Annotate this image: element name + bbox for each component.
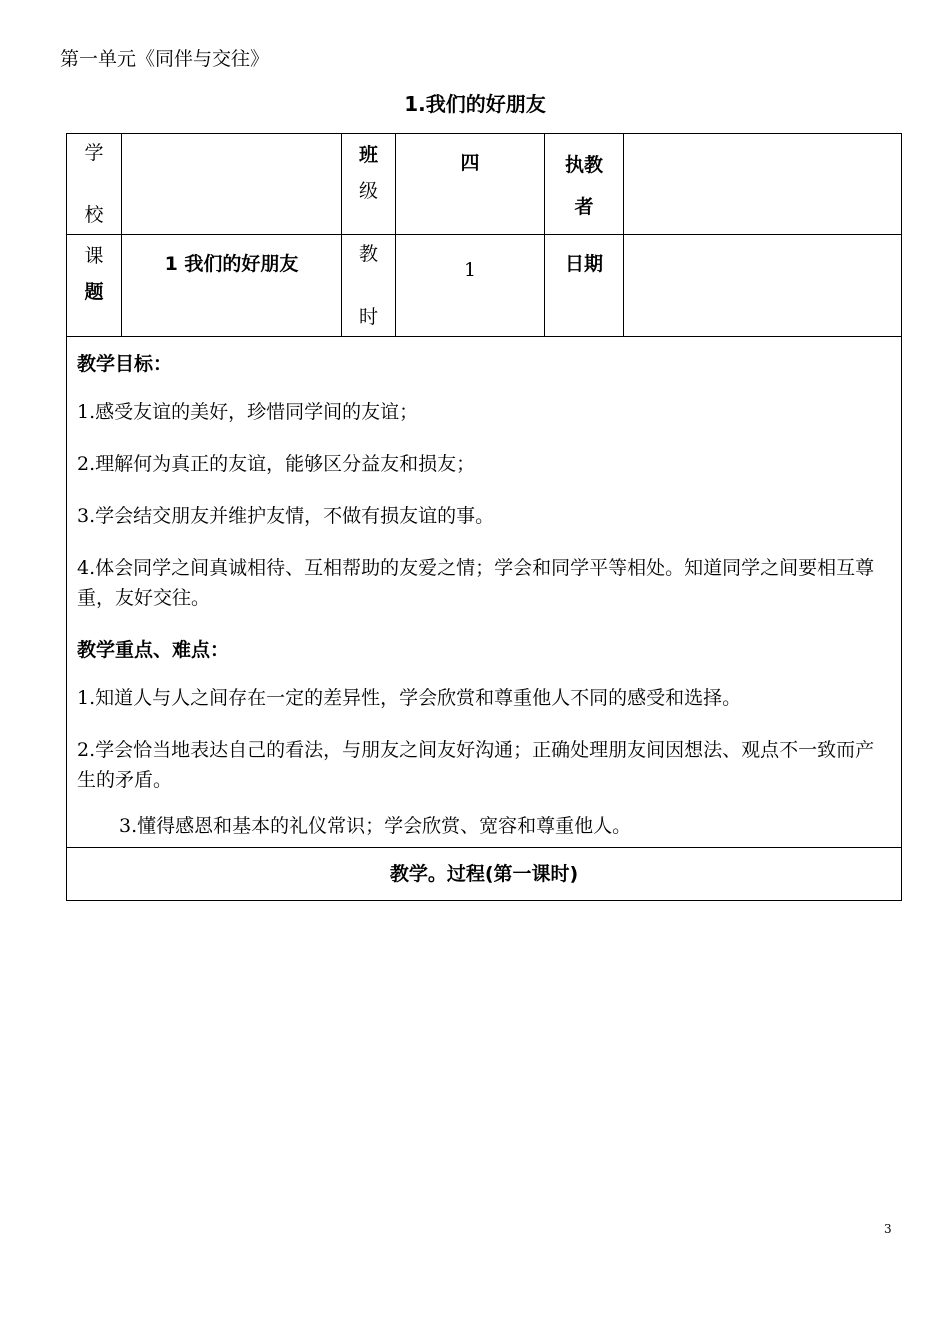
date-label-cell bbox=[545, 235, 624, 337]
key-point-item: 3.懂得感恩和基本的礼仪常识；学会欣赏、宽容和尊重他人。 bbox=[119, 815, 632, 837]
period-label-cell bbox=[342, 235, 396, 337]
class-value-cell[interactable] bbox=[396, 134, 545, 235]
school-label-cell bbox=[67, 134, 122, 235]
objective-item: 4.体会同学之间真诚相待、互相帮助的友爱之情；学会和同学平等相处。知道同学之间要相互尊重，友好交往。 bbox=[77, 557, 875, 609]
teacher-label-line-2: 者 bbox=[574, 196, 594, 218]
objective-item: 2.理解何为真正的友谊，能够区分益友和损友； bbox=[77, 453, 476, 475]
teacher-label-line-1: 执教 bbox=[564, 154, 603, 176]
date-label: 日期 bbox=[564, 253, 603, 275]
class-label-cell bbox=[342, 134, 396, 235]
school-label-char-1: 学 bbox=[84, 142, 104, 164]
period-value-cell[interactable] bbox=[396, 235, 545, 337]
period-label-char-2: 时 bbox=[358, 306, 378, 328]
key-points-heading: 教学重点、难点： bbox=[77, 639, 230, 661]
class-label-char-1: 班 bbox=[358, 144, 378, 166]
unit-heading: 第一单元《同伴与交往》 bbox=[60, 48, 270, 70]
topic-value: 1 我们的好朋友 bbox=[164, 253, 299, 275]
process-heading: 教学。过程(第一课时) bbox=[67, 848, 902, 901]
process-row bbox=[67, 848, 902, 901]
objectives-heading: 教学目标： bbox=[77, 353, 173, 375]
objective-item: 1.感受友谊的美好，珍惜同学间的友谊； bbox=[77, 401, 419, 423]
school-value bbox=[122, 134, 341, 148]
lesson-title: 1.我们的好朋友 bbox=[404, 92, 546, 116]
date-value bbox=[624, 235, 901, 249]
topic-value-cell[interactable] bbox=[122, 235, 342, 337]
content-row bbox=[67, 337, 902, 848]
school-value-cell[interactable] bbox=[122, 134, 342, 235]
page-number: 3 bbox=[884, 1222, 892, 1236]
school-label-char-2: 校 bbox=[84, 204, 104, 226]
objective-item: 3.学会结交朋友并维护友情，不做有损友谊的事。 bbox=[77, 505, 495, 527]
topic-label-char-1: 课 bbox=[84, 245, 104, 267]
teacher-value-cell[interactable] bbox=[624, 134, 902, 235]
topic-label-char-2: 题 bbox=[84, 281, 104, 303]
period-value: 1 bbox=[463, 259, 477, 281]
info-row-school bbox=[67, 134, 902, 235]
topic-label-cell bbox=[67, 235, 122, 337]
key-point-item: 2.学会恰当地表达自己的看法，与朋友之间友好沟通；正确处理朋友间因想法、观点不一致而产生的矛盾。 bbox=[77, 739, 875, 791]
class-value: 四 bbox=[460, 152, 480, 174]
key-point-item: 1.知道人与人之间存在一定的差异性，学会欣赏和尊重他人不同的感受和选择。 bbox=[77, 687, 742, 709]
date-value-cell[interactable] bbox=[624, 235, 902, 337]
teacher-label-cell bbox=[545, 134, 624, 235]
class-label-char-2: 级 bbox=[358, 180, 378, 202]
lesson-plan-table bbox=[66, 133, 902, 901]
teacher-value bbox=[624, 134, 901, 148]
info-row-topic bbox=[67, 235, 902, 337]
content-cell bbox=[67, 337, 902, 848]
period-label-char-1: 教 bbox=[358, 243, 378, 265]
